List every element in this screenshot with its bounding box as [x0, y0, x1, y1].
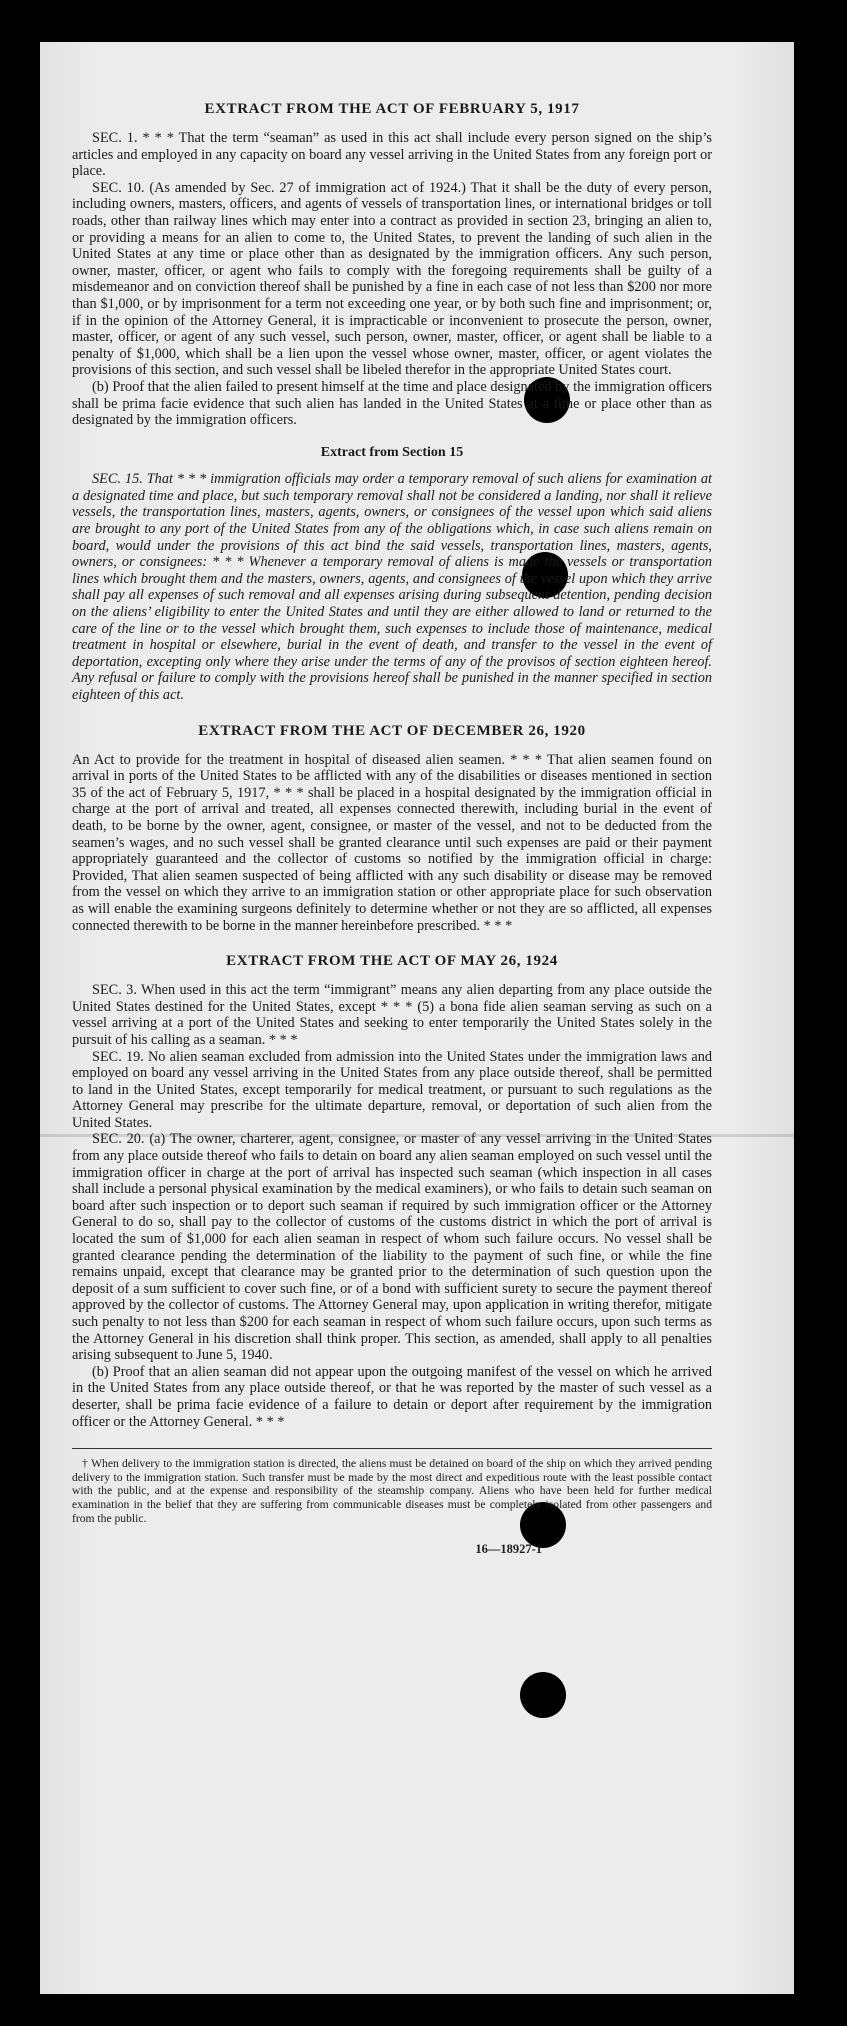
sec15-paragraph: SEC. 15. That * * * immigration officials may order a temporary removal of such aliens for examination at a designated time and place, but such temporary removal shall not be considered a landing, nor shall it relieve vessels, the transportation lines, masters, agents, owners, or consignees of the vessel upon which said aliens are brought to any port of the United States from any of the obligations which, in case such aliens remain on board, would under the provisions of this act bind the said vessels, transportation lines, masters, agents, owners, or consignees: * * * Whenever a temporary removal of aliens is made the vessels or transportation lines which brought them and the masters, owners, agents, and consignees of the vessel upon which they arrive shall pay all expenses of such removal and all expenses arising during subsequent detention, pending decision on the aliens’ eligibility to enter the United States and until they are either allowed to land or returned to the care of the line or to the vessel which brought them, such expenses to include those of maintenance, medical treatment in hospital or elsewhere, burial in the event of death, and transfer to the vessel in the event of deportation, excepting only where they arise under the terms of any of the provisos of section eighteen hereof. Any refusal or failure to comply with the provisions hereof shall be punished in the manner specified in section eighteen of this act.: [72, 471, 712, 703]
heading-section-15: Extract from Section 15: [320, 444, 464, 460]
sec3-paragraph: SEC. 3. When used in this act the term “immigrant” means any alien departing from any place outside the United States destined for the United States, except * * * (5) a bona fide alien seaman serving as such on a vessel arriving at a port of the United States and seeking to enter temporarily the United States solely in the pursuit of his calling as a seaman. * * *: [72, 982, 712, 1048]
footnote: † When delivery to the immigration station is directed, the aliens must be detained on board of the ship on which they arrived pending delivery to the immigration station. Such transfer must be made by the most direct and expeditious route with the least possible contact with the public, and at the expense and responsibility of the steamship company. Aliens who have been held for further medical examination in the belief that they are suffering from communicable diseases must be completely isolated from other passengers and from the public.: [72, 1457, 712, 1525]
act1920-paragraph: An Act to provide for the treatment in hospital of diseased alien seamen. * * * That alien seamen found on arrival in ports of the United States to be afflicted with any of the disabilities or diseases mentioned in section 35 of the act of February 5, 1917, * * * shall be placed in a hospital designated by the immigration official in charge at the port of arrival and treated, all expenses connected therewith, including burial in the event of death, to be borne by the owner, agent, consignee, or master of the vessel, and not to be deducted from the seamen’s wages, and no such vessel shall be granted clearance until such expenses are paid or their payment appropriately guaranteed and the collector of customs so notified by the immigration official in charge: Provided, That alien seamen suspected of being afflicted with any such disability or disease may be removed from the vessel on which they arrive to an immigration station or other appropriate place for such observation as will enable the examining surgeons definitely to determine whether or not they are so afflicted, all expenses connected therewith to be borne in the manner hereinbefore prescribed. * * *: [72, 751, 712, 934]
heading-act-1920: EXTRACT FROM THE ACT OF DECEMBER 26, 1920: [198, 722, 586, 739]
heading-act-1917: EXTRACT FROM THE ACT OF FEBRUARY 5, 1917: [204, 101, 580, 117]
sec19-paragraph: SEC. 19. No alien seaman excluded from admission into the United States under the immigration laws and employed on board any vessel arriving in the United States from any place outside thereof, shall be permitted to land in the United States, except temporarily for medical treatment, or pursuant to such regulations as the Attorney General may prescribe for the ultimate departure, removal, or deportation of such alien from the United States.: [72, 1048, 712, 1131]
document-body: [72, 100, 712, 1558]
sec20a-paragraph: SEC. 20. (a) The owner, charterer, agent, consignee, or master of any vessel arriving in the United States from any place outside thereof who fails to detain on board any alien seaman employed on such vessel until the immigration officer in charge at the port of arrival has inspected such seaman (which inspection in all cases shall include a personal physical examination by the medical examiners), or who fails to detain such seaman on board after such inspection or to deport such seaman if required by such immigration officer or the Attorney General to do so, shall pay to the collector of customs of the customs district in which the port of arrival is located the sum of $1,000 for each alien seaman in respect of whom such failure occurs. No vessel shall be granted clearance pending the determination of the liability to the payment of such fine, or while the fine remains unpaid, except that clearance may be granted prior to the determination of such question upon the deposit of a sum sufficient to cover such fine, or of a bond with sufficient surety to secure the payment thereof approved by the collector of customs. The Attorney General may, upon application in writing therefor, mitigate such penalty to not less than $200 for each seaman in respect of whom such failure occurs, upon such terms as the Attorney General in his discretion shall think proper. This section, as amended, shall apply to all penalties arising subsequent to June 5, 1940.: [72, 1131, 712, 1364]
document-number: 16—18927-1: [475, 1542, 542, 1557]
heading-act-1924: EXTRACT FROM THE ACT OF MAY 26, 1924: [226, 953, 558, 970]
sec1-paragraph: SEC. 1. * * * That the term “seaman” as used in this act shall include every person signed on the ship’s articles and employed in any capacity on board any vessel arriving in the United States from any foreign port or place.: [72, 130, 712, 180]
sec10a-paragraph: SEC. 10. (As amended by Sec. 27 of immigration act of 1924.) That it shall be the duty of every person, including owners, masters, officers, and agents of vessels of transportation lines, or international bridges or toll roads, other than railway lines which may enter into a contract as provided in section 23, bringing an alien to, or providing a means for an alien to come to, the United States, to prevent the landing of such alien in the United States at any time or place other than as designated by the immigration officers. Any such person, owner, master, officer, or agent who fails to comply with the foregoing requirements shall be guilty of a misdemeanor and on conviction thereof shall be punished by a fine in each case of not less than $200 nor more than $1,000, or by imprisonment for a term not exceeding one year, or by both such fine and imprisonment; or, if in the opinion of the Attorney General, it is impracticable or inconvenient to prosecute the person, owner, master, officer, or agent of any such vessel, such person, owner, master, officer, or agent shall be liable to a penalty of $1,000, which shall be a lien upon the vessel whose owner, master, officer, or agent violates the provisions of this section, and such vessel shall be libeled therefor in the appropriate United States court.: [72, 179, 712, 379]
sec20b-paragraph: (b) Proof that an alien seaman did not appear upon the outgoing manifest of the vessel on which he arrived in the United States from any place outside thereof, or that he was reported by the master of such vessel as a deserter, shall be prima facie evidence of a failure to detain or deport after requirement by the immigration officer or the Attorney General. * * *: [72, 1363, 712, 1430]
sec10b-paragraph: (b) Proof that the alien failed to present himself at the time and place designated by the immigration officers shall be prima facie evidence that such alien has landed in the United States at a time or place other than as designated by the immigration officers.: [72, 378, 712, 429]
punch-hole: [520, 1672, 566, 1718]
footnote-rule: [72, 1448, 712, 1449]
